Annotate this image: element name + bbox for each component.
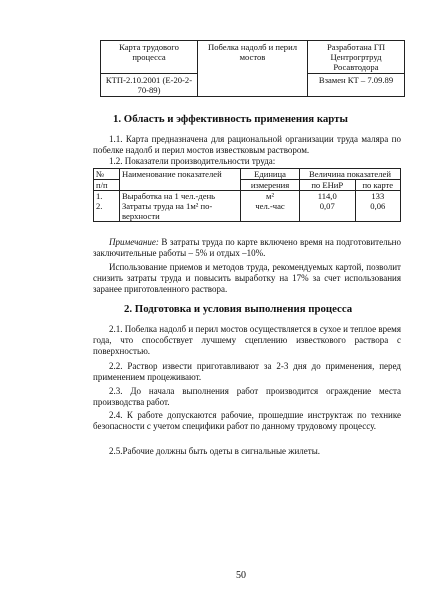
row2-card: 0,06 [355, 201, 400, 211]
row2-name: Затраты труда на 1м² по- [120, 201, 241, 211]
table-row [94, 191, 401, 202]
table-caption-text: 1.2. Показатели производительности труда: [109, 156, 276, 166]
row1-no: 1. [94, 191, 120, 202]
document-header-table [100, 40, 405, 97]
table-row [94, 201, 401, 211]
row2-enir: 0,07 [299, 201, 355, 211]
note-paragraph [93, 237, 401, 259]
section2-paragraph-5 [93, 446, 401, 457]
row1-unit: м² [241, 191, 300, 202]
row2-no: 2. [94, 201, 120, 211]
th-no-2: п/п [94, 180, 120, 191]
th-name: Наименование показателей [120, 169, 241, 191]
th-enir: по ЕНиР [299, 180, 355, 191]
section1-p1-text: 1.1. Карта предназначена для рациональной организации труда маляра по побелке надолб и перил мостов известковым раствором. [93, 134, 401, 156]
th-unit-1: Единица [241, 169, 300, 180]
section2-p2-text: 2.2. Раствор извести приготавливают за 2-3 дня до применения, перед применением процеживают. [93, 361, 401, 383]
th-values: Величина показателей [299, 169, 400, 180]
row1-name: Выработка на 1 чел.-день [120, 191, 241, 202]
th-card: по карте [355, 180, 400, 191]
section1-paragraph-1 [93, 134, 401, 156]
section2-paragraph-3 [93, 386, 401, 408]
row2-card-cont [355, 211, 400, 222]
section2-paragraph-4 [93, 410, 401, 432]
productivity-table [93, 168, 401, 222]
section2-p4-text: 2.4. К работе допускаются рабочие, прошедшие инструктаж по технике безопасности с учетом специфики работ по данному трудовому процессу. [93, 410, 401, 432]
row2-unit: чел.-час [241, 201, 300, 211]
note-label: Примечание: [109, 237, 159, 247]
section2-paragraph-2 [93, 361, 401, 383]
section1-heading: 1. Область и эффективность применения карты [113, 113, 348, 125]
row1-card: 133 [355, 191, 400, 202]
section1-paragraph-2 [93, 262, 401, 296]
note-text: В затраты труда по карте включено время на подготовительно заключительные работы – 5% и отдых –10%. [93, 237, 401, 259]
row1-enir: 114,0 [299, 191, 355, 202]
replaces: Взамен КТ – 7.09.89 [308, 74, 405, 97]
section2-paragraph-1 [93, 324, 401, 358]
th-unit-2: измерения [241, 180, 300, 191]
card-code: КТП-2.10.2001 (Е-20-2-70-89) [101, 74, 198, 97]
table-row [94, 211, 401, 222]
section2-p1-text: 2.1. Побелка надолб и перил мостов осуществляется в сухое и теплое время года, что способствует лучшему сцеплению известкового раствора с поверхностью. [93, 324, 401, 357]
section2-heading: 2. Подготовка и условия выполнения процесса [124, 303, 353, 315]
th-no: № [94, 169, 120, 180]
table-caption [93, 156, 401, 167]
section2-p5-text: 2.5.Рабочие должны быть одеты в сигнальные жилеты. [109, 446, 321, 456]
page-number: 50 [236, 570, 246, 581]
row2-enir-cont [299, 211, 355, 222]
card-label: Карта трудового процесса [101, 41, 198, 74]
row2-no-cont [94, 211, 120, 222]
developer: Разработана ГП Центрогртруд Росавтодора [308, 41, 405, 74]
card-title: Побелка надолб и перил мостов [198, 41, 308, 97]
section2-p3-text: 2.3. До начала выполнения работ производится ограждение места производства работ. [93, 386, 401, 408]
row2-name-cont: верхности [120, 211, 241, 222]
section1-p2-text: Использование приемов и методов труда, рекомендуемых картой, позволит снизить затраты труда и повысить выработку на 17% за счет использования заранее приготовленного раствора. [93, 262, 401, 295]
row2-unit-cont [241, 211, 300, 222]
